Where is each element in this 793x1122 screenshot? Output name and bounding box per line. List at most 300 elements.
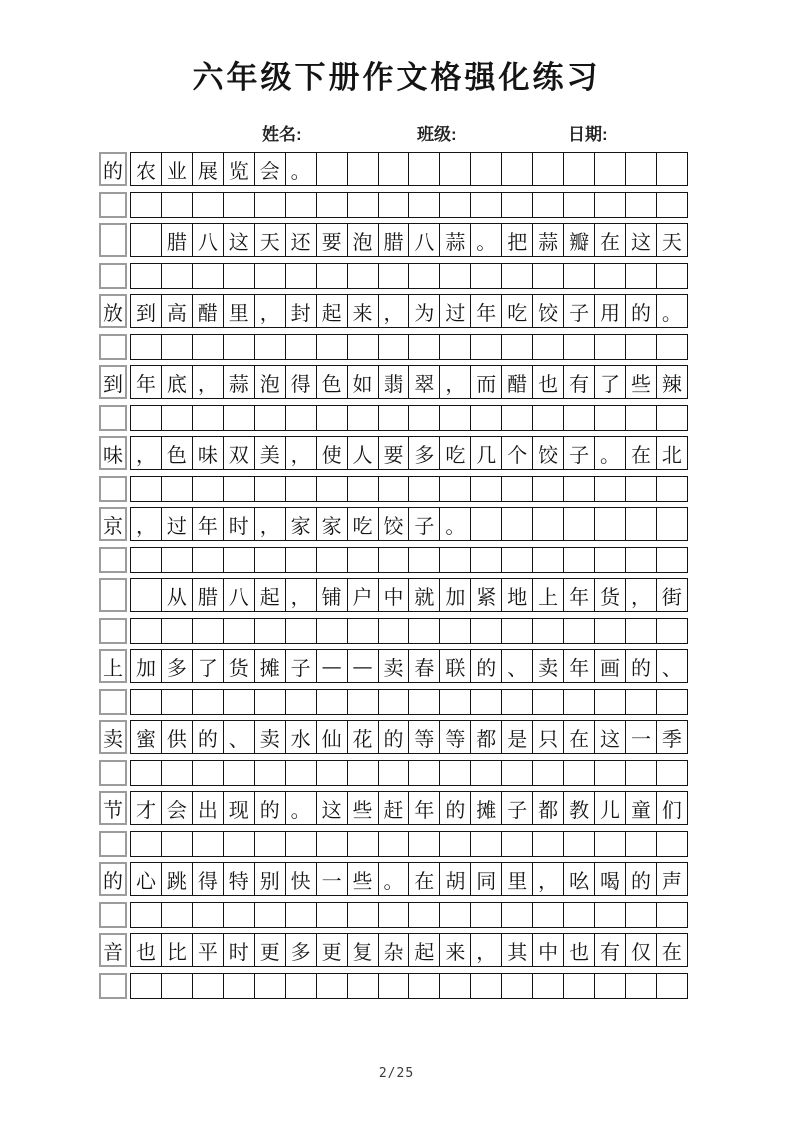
- grid-cell: [131, 193, 161, 217]
- grid-cell: 得: [192, 863, 223, 895]
- grid-cell: [347, 477, 378, 501]
- grid-cell: [285, 690, 316, 714]
- grid-cell: 些: [347, 792, 378, 824]
- grid-cell: 心: [135, 868, 156, 893]
- page-number: 2/25: [378, 1066, 415, 1081]
- grid-cell: 用: [594, 295, 625, 327]
- grid-cell: [439, 761, 470, 785]
- grid-cell: [594, 832, 625, 856]
- grid-cell: [625, 832, 656, 856]
- grid-cell: [408, 264, 439, 288]
- grid-cell: 仅: [625, 934, 656, 966]
- grid-cell: 儿: [594, 792, 625, 824]
- grid-cell: [625, 508, 656, 540]
- grid-cell: [131, 690, 161, 714]
- grid-cell: 天: [254, 224, 285, 256]
- grid-cell: [625, 477, 656, 501]
- grid-row-strip: [130, 973, 688, 999]
- grid-cell: [563, 548, 594, 572]
- grid-row-strip: [130, 436, 688, 470]
- grid-cell: 起: [254, 579, 285, 611]
- grid-cell: [625, 406, 656, 430]
- grid-cell: 都: [532, 792, 563, 824]
- grid-cell: 也: [532, 366, 563, 398]
- grid-cell-first: [99, 689, 127, 715]
- grid-cell-first: [99, 405, 127, 431]
- grid-cell: [347, 619, 378, 643]
- grid-cell: [408, 335, 439, 359]
- grid-row: [99, 649, 688, 683]
- grid-cell: 家: [285, 508, 316, 540]
- grid-row-strip: [130, 263, 688, 289]
- grid-cell: 卖: [378, 650, 409, 682]
- grid-cell: 加: [439, 579, 470, 611]
- class-field-label: 班级:: [417, 125, 457, 144]
- grid-cell-first: 音: [99, 933, 127, 967]
- grid-cell-first: 到: [99, 365, 127, 399]
- grid-cell: 底: [161, 366, 192, 398]
- grid-cell: [223, 406, 254, 430]
- grid-cell: 八: [408, 224, 439, 256]
- grid-cell: 几: [470, 437, 501, 469]
- grid-cell: 。: [594, 437, 625, 469]
- grid-cell: 上: [532, 579, 563, 611]
- grid-cell-first: 京: [99, 507, 127, 541]
- grid-row: [99, 547, 688, 573]
- grid-cell: [192, 690, 223, 714]
- grid-cell: 而: [470, 366, 501, 398]
- grid-cell: [656, 690, 687, 714]
- grid-cell: [192, 193, 223, 217]
- grid-cell: [563, 477, 594, 501]
- grid-cell: 把: [501, 224, 532, 256]
- grid-cell: 花: [347, 721, 378, 753]
- grid-cell: [316, 761, 347, 785]
- grid-cell: [563, 903, 594, 927]
- grid-cell: 有: [594, 934, 625, 966]
- grid-cell: [470, 548, 501, 572]
- grid-cell: 吆: [563, 863, 594, 895]
- grid-cell: [532, 690, 563, 714]
- grid-cell: ，: [285, 579, 316, 611]
- grid-row-strip: [130, 476, 688, 502]
- grid-cell: [131, 974, 161, 998]
- grid-cell: 醋: [192, 295, 223, 327]
- grid-cell: 腊: [161, 224, 192, 256]
- grid-cell: 年: [563, 579, 594, 611]
- grid-cell: 天: [656, 224, 687, 256]
- grid-cell: 时: [223, 508, 254, 540]
- grid-row-strip: [130, 507, 688, 541]
- grid-cell: [131, 477, 161, 501]
- grid-cell: 更: [316, 934, 347, 966]
- grid-cell: 会: [161, 792, 192, 824]
- grid-cell: 吃: [439, 437, 470, 469]
- grid-cell: 快: [285, 863, 316, 895]
- grid-cell: [563, 335, 594, 359]
- grid-cell: 声: [656, 863, 687, 895]
- grid-cell: [439, 690, 470, 714]
- grid-cell: [532, 548, 563, 572]
- grid-cell: [131, 264, 161, 288]
- grid-row: [99, 862, 688, 896]
- grid-cell: 览: [223, 153, 254, 185]
- grid-cell-first: [99, 973, 127, 999]
- grid-cell-first: [99, 263, 127, 289]
- grid-cell: [625, 761, 656, 785]
- grid-cell: [378, 548, 409, 572]
- grid-cell: 摊: [470, 792, 501, 824]
- grid-cell: [223, 193, 254, 217]
- grid-cell: 会: [254, 153, 285, 185]
- grid-cell: [131, 335, 161, 359]
- grid-cell: [532, 193, 563, 217]
- grid-cell: —: [347, 650, 378, 682]
- grid-cell: [625, 153, 656, 185]
- grid-cell: 特: [223, 863, 254, 895]
- grid-cell: [656, 335, 687, 359]
- grid-cell: [532, 477, 563, 501]
- grid-cell: [594, 974, 625, 998]
- grid-cell: [254, 548, 285, 572]
- grid-row-strip: [130, 831, 688, 857]
- grid-cell: [408, 477, 439, 501]
- grid-cell: 摊: [254, 650, 285, 682]
- grid-row: [99, 791, 688, 825]
- grid-cell: [625, 619, 656, 643]
- grid-row: [99, 263, 688, 289]
- grid-cell: [408, 832, 439, 856]
- grid-cell: 在: [563, 721, 594, 753]
- grid-row: [99, 294, 688, 328]
- grid-cell: ，: [532, 863, 563, 895]
- grid-cell: 卖: [254, 721, 285, 753]
- grid-cell: 得: [285, 366, 316, 398]
- grid-cell: 过: [439, 295, 470, 327]
- grid-cell: 八: [223, 579, 254, 611]
- grid-cell: 美: [254, 437, 285, 469]
- grid-row-strip: [130, 902, 688, 928]
- grid-cell: [316, 477, 347, 501]
- grid-cell: [532, 335, 563, 359]
- grid-cell: [470, 761, 501, 785]
- grid-cell: 就: [408, 579, 439, 611]
- grid-cell: [439, 548, 470, 572]
- grid-cell: [470, 477, 501, 501]
- grid-cell: [254, 974, 285, 998]
- grid-cell: [285, 903, 316, 927]
- grid-cell-first: [99, 831, 127, 857]
- grid-cell: [408, 690, 439, 714]
- grid-cell: 的: [192, 721, 223, 753]
- grid-cell: [316, 406, 347, 430]
- grid-cell: 喝: [594, 863, 625, 895]
- grid-cell: [439, 619, 470, 643]
- grid-cell: [470, 832, 501, 856]
- grid-cell: [254, 264, 285, 288]
- grid-row: [99, 476, 688, 502]
- grid-cell: [192, 761, 223, 785]
- grid-cell: [223, 619, 254, 643]
- grid-cell: [192, 974, 223, 998]
- grid-cell: [285, 477, 316, 501]
- grid-row: [99, 192, 688, 218]
- grid-cell: 、: [223, 721, 254, 753]
- grid-cell: [378, 903, 409, 927]
- grid-cell: ，: [378, 295, 409, 327]
- grid-cell: 些: [347, 863, 378, 895]
- grid-cell: 高: [161, 295, 192, 327]
- grid-cell: 饺: [532, 295, 563, 327]
- grid-cell: 的: [439, 792, 470, 824]
- grid-cell: 都: [470, 721, 501, 753]
- grid-cell: [254, 406, 285, 430]
- grid-cell: 些: [625, 366, 656, 398]
- grid-cell: [347, 903, 378, 927]
- grid-cell: 。: [378, 863, 409, 895]
- grid-cell: 翠: [408, 366, 439, 398]
- grid-cell: [656, 548, 687, 572]
- grid-cell: [470, 508, 501, 540]
- grid-cell: [532, 406, 563, 430]
- grid-cell: [656, 406, 687, 430]
- grid-row-strip: [130, 365, 688, 399]
- grid-cell: [625, 690, 656, 714]
- grid-row: [99, 973, 688, 999]
- grid-row-strip: [130, 405, 688, 431]
- grid-cell: [501, 153, 532, 185]
- grid-cell: [378, 335, 409, 359]
- grid-cell: [439, 153, 470, 185]
- grid-cell: 别: [254, 863, 285, 895]
- grid-cell: [656, 153, 687, 185]
- grid-cell: [378, 761, 409, 785]
- grid-cell: [532, 761, 563, 785]
- grid-cell: 业: [161, 153, 192, 185]
- grid-cell: 平: [192, 934, 223, 966]
- grid-cell: [594, 406, 625, 430]
- grid-cell: [563, 761, 594, 785]
- grid-cell: 街: [656, 579, 687, 611]
- grid-cell: [316, 903, 347, 927]
- grid-cell: [285, 548, 316, 572]
- grid-row: [99, 334, 688, 360]
- grid-cell: 还: [285, 224, 316, 256]
- grid-cell: [563, 153, 594, 185]
- grid-cell: 中: [532, 934, 563, 966]
- grid-cell: [625, 335, 656, 359]
- grid-row-strip: [130, 933, 688, 967]
- grid-cell: [131, 406, 161, 430]
- grid-cell: [501, 264, 532, 288]
- grid-row: [99, 578, 688, 612]
- grid-cell: 。: [439, 508, 470, 540]
- grid-cell: 。: [285, 153, 316, 185]
- grid-cell: [470, 264, 501, 288]
- grid-cell: 也: [563, 934, 594, 966]
- grid-cell: [316, 153, 347, 185]
- grid-cell: 多: [161, 650, 192, 682]
- grid-row-strip: [130, 547, 688, 573]
- grid-cell: [408, 974, 439, 998]
- grid-cell: [192, 903, 223, 927]
- grid-cell: 货: [594, 579, 625, 611]
- grid-cell: [408, 761, 439, 785]
- grid-cell: [563, 406, 594, 430]
- grid-row-strip: [130, 334, 688, 360]
- grid-row-strip: [130, 618, 688, 644]
- grid-cell: [625, 264, 656, 288]
- grid-cell: [625, 193, 656, 217]
- grid-cell: 联: [439, 650, 470, 682]
- grid-cell: 水: [285, 721, 316, 753]
- grid-cell: [656, 832, 687, 856]
- grid-cell: [470, 690, 501, 714]
- grid-cell: [378, 264, 409, 288]
- grid-cell: 子: [285, 650, 316, 682]
- grid-cell: [501, 903, 532, 927]
- grid-cell: [254, 477, 285, 501]
- grid-cell: [594, 193, 625, 217]
- grid-cell: [656, 903, 687, 927]
- grid-cell: [563, 619, 594, 643]
- grid-cell: [594, 508, 625, 540]
- grid-cell: 等: [408, 721, 439, 753]
- grid-cell: 泡: [347, 224, 378, 256]
- grid-cell: 春: [408, 650, 439, 682]
- grid-cell-first: [99, 223, 127, 257]
- grid-cell: [347, 832, 378, 856]
- grid-cell: [285, 832, 316, 856]
- grid-cell: 人: [347, 437, 378, 469]
- grid-cell: [223, 761, 254, 785]
- composition-grid: [99, 152, 688, 1004]
- grid-cell: 要: [316, 224, 347, 256]
- grid-cell: 供: [161, 721, 192, 753]
- grid-cell: ，: [254, 295, 285, 327]
- grid-row: [99, 223, 688, 257]
- grid-cell-first: 卖: [99, 720, 127, 754]
- grid-cell-first: [99, 334, 127, 360]
- grid-cell: [656, 477, 687, 501]
- grid-cell: [470, 153, 501, 185]
- grid-cell-first: 的: [99, 862, 127, 896]
- grid-cell: 吃: [347, 508, 378, 540]
- grid-row-strip: [130, 689, 688, 715]
- grid-cell: [316, 548, 347, 572]
- grid-cell: 如: [347, 366, 378, 398]
- grid-cell: [192, 619, 223, 643]
- grid-cell: [532, 508, 563, 540]
- grid-cell: [408, 548, 439, 572]
- grid-cell: [161, 193, 192, 217]
- grid-cell: 色: [316, 366, 347, 398]
- grid-cell: 醋: [501, 366, 532, 398]
- grid-cell: [470, 335, 501, 359]
- grid-cell: [470, 903, 501, 927]
- grid-row-strip: [130, 294, 688, 328]
- grid-cell: 蒜: [223, 366, 254, 398]
- grid-cell: [131, 761, 161, 785]
- grid-cell: [563, 264, 594, 288]
- grid-cell: 多: [285, 934, 316, 966]
- grid-cell: [131, 619, 161, 643]
- grid-cell: [439, 477, 470, 501]
- grid-cell: 。: [656, 295, 687, 327]
- grid-row: [99, 720, 688, 754]
- grid-cell: [285, 619, 316, 643]
- grid-cell: [501, 761, 532, 785]
- grid-cell: [532, 153, 563, 185]
- grid-cell: [192, 832, 223, 856]
- grid-cell: 的: [254, 792, 285, 824]
- grid-cell: 腊: [192, 579, 223, 611]
- grid-cell: [316, 264, 347, 288]
- grid-row-strip: [130, 791, 688, 825]
- grid-cell: [161, 832, 192, 856]
- grid-cell: [161, 903, 192, 927]
- grid-cell: 卖: [532, 650, 563, 682]
- grid-cell: 多: [408, 437, 439, 469]
- grid-cell: [625, 974, 656, 998]
- grid-row: [99, 831, 688, 857]
- grid-cell: [408, 193, 439, 217]
- grid-cell: [563, 193, 594, 217]
- grid-cell: 们: [656, 792, 687, 824]
- grid-cell: [161, 619, 192, 643]
- grid-cell: 更: [254, 934, 285, 966]
- grid-cell: [192, 548, 223, 572]
- grid-row-strip: [130, 720, 688, 754]
- grid-cell: 展: [192, 153, 223, 185]
- grid-cell: 的: [625, 295, 656, 327]
- grid-cell: [532, 832, 563, 856]
- grid-cell: [192, 477, 223, 501]
- grid-cell: ，: [254, 508, 285, 540]
- grid-cell-first: [99, 476, 127, 502]
- grid-cell: [532, 903, 563, 927]
- grid-cell: [532, 974, 563, 998]
- grid-cell: [594, 335, 625, 359]
- grid-cell: [131, 548, 161, 572]
- grid-cell: [501, 619, 532, 643]
- grid-cell: [439, 335, 470, 359]
- grid-cell-first: 上: [99, 649, 127, 683]
- grid-cell: 了: [594, 366, 625, 398]
- grid-cell: 户: [347, 579, 378, 611]
- grid-cell: [594, 548, 625, 572]
- grid-cell: 北: [656, 437, 687, 469]
- grid-cell: [594, 619, 625, 643]
- grid-cell: [316, 832, 347, 856]
- grid-cell: ，: [285, 437, 316, 469]
- grid-cell: 年: [192, 508, 223, 540]
- grid-cell: 味: [192, 437, 223, 469]
- grid-cell: 在: [594, 224, 625, 256]
- grid-cell: 现: [223, 792, 254, 824]
- grid-cell: 过: [161, 508, 192, 540]
- grid-cell: ，: [135, 513, 156, 538]
- grid-cell: 来: [439, 934, 470, 966]
- grid-cell: [501, 548, 532, 572]
- grid-cell: [131, 832, 161, 856]
- grid-cell: [594, 690, 625, 714]
- grid-cell: [347, 264, 378, 288]
- grid-cell: [254, 619, 285, 643]
- grid-cell: 也: [135, 939, 156, 964]
- grid-cell: [316, 335, 347, 359]
- grid-cell: [161, 406, 192, 430]
